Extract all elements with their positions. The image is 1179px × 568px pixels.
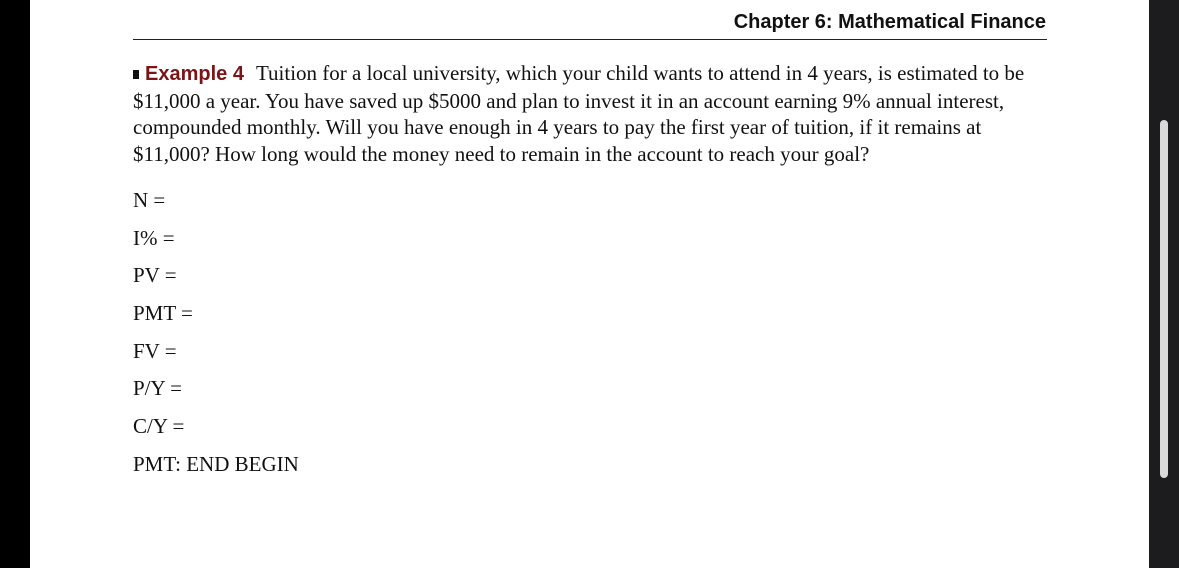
field-future-value: FV = — [133, 338, 177, 363]
vertical-scrollbar[interactable] — [1160, 120, 1168, 478]
field-interest-rate: I% = — [133, 225, 175, 250]
field-present-value: PV = — [133, 263, 177, 288]
example-body: Tuition for a local university, which your child wants to attend in 4 years, is estimated to be $11,000 a year. You have saved up $5000 and plan to invest it in an account earning 9% annual interest, compounded monthly. Will you have enough in 4 years to pay the first year of tuition, if it remains at $11,000? How long would the money need to remain in the account to reach your goal? — [133, 61, 1025, 166]
field-n: N = — [133, 188, 166, 212]
example-label: Example 4 — [145, 63, 244, 85]
field-payment-timing: PMT: END BEGIN — [133, 451, 299, 476]
tvm-field-list — [133, 186, 299, 488]
field-payments-per-year: P/Y = — [133, 376, 182, 401]
field-compounds-per-year: C/Y = — [133, 414, 185, 439]
header-divider — [133, 39, 1047, 40]
bullet-icon — [133, 70, 139, 79]
chapter-title: Chapter 6: Mathematical Finance — [733, 11, 1046, 33]
field-payment: PMT = — [133, 301, 193, 326]
example-paragraph — [133, 60, 1051, 167]
